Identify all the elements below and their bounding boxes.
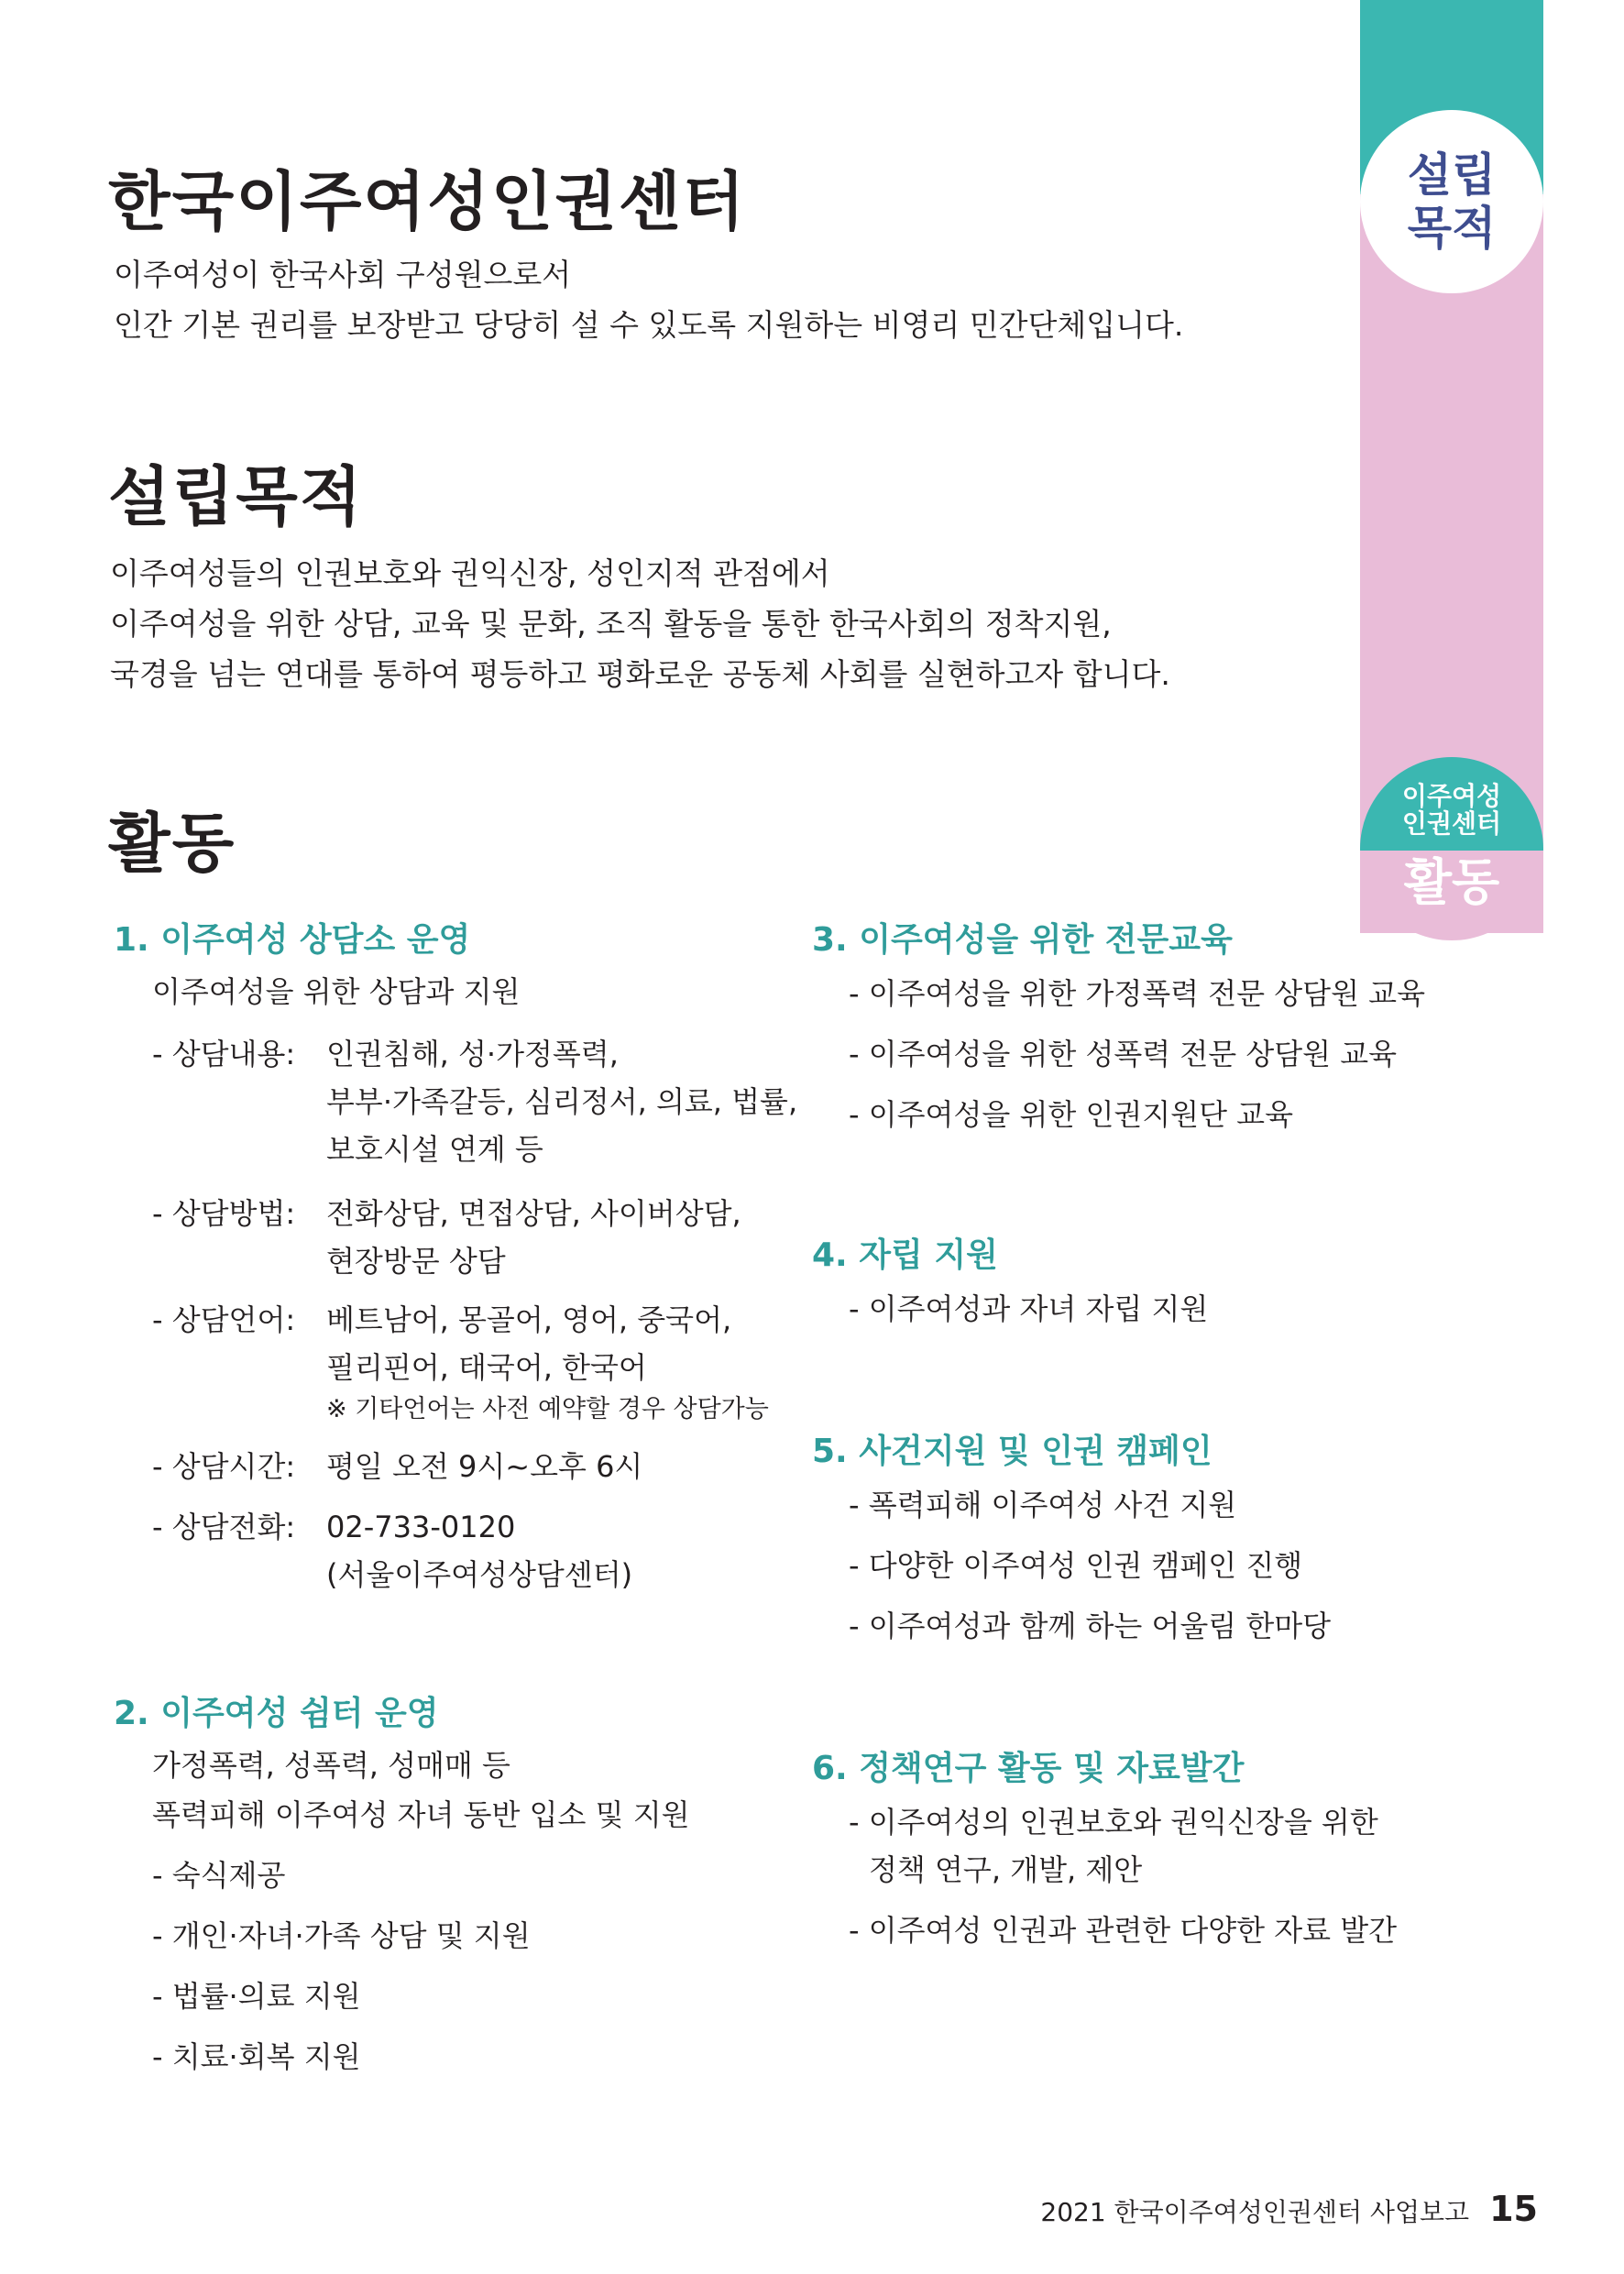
counsel-phone-center: (서울이주여성상담센터) (326, 1557, 633, 1592)
side-tab-big-label: 활동 (1403, 853, 1500, 911)
section-3-item: - 이주여성을 위한 가정폭력 전문 상담원 교육 (849, 976, 1425, 1011)
section-6-title: 6. 정책연구 활동 및 자료발간 (812, 1750, 1245, 1787)
section-5-title: 5. 사건지원 및 인권 캠페인 (812, 1433, 1213, 1470)
counsel-content-value (326, 1030, 797, 1173)
section-3-item: - 이주여성을 위한 성폭력 전문 상담원 교육 (849, 1037, 1398, 1071)
purpose-line-2: 이주여성을 위한 상담, 교육 및 문화, 조직 활동을 통한 한국사회의 정착지원, (110, 606, 1112, 642)
counsel-language-row (152, 1296, 769, 1428)
org-line-2: 인간 기본 권리를 보장받고 당당히 설 수 있도록 지원하는 비영리 민간단체입니다. (114, 307, 1184, 343)
section-4-item: - 이주여성과 자녀 자립 지원 (849, 1291, 1209, 1326)
purpose-line-3: 국경을 넘는 연대를 통하여 평등하고 평화로운 공동체 사회를 실현하고자 합니다. (110, 656, 1170, 692)
org-line-1: 이주여성이 한국사회 구성원으로서 (114, 257, 572, 292)
section-2-intro-line: 폭력피해 이주여성 자녀 동반 입소 및 지원 (152, 1797, 690, 1832)
side-tab-badge-top (1360, 757, 1543, 851)
section-2-item: - 개인·자녀·가족 상담 및 지원 (152, 1918, 531, 1953)
purpose-title: 설립목적 (108, 458, 364, 534)
counsel-language-note: ※ 기타언어는 사전 예약할 경우 상담가능 (326, 1395, 769, 1423)
side-tab-label: 설립 (1407, 148, 1497, 202)
section-5-item: - 다양한 이주여성 인권 캠페인 진행 (849, 1548, 1303, 1583)
section-6-item: - 이주여성 인권과 관련한 다양한 자료 발간 (849, 1913, 1398, 1948)
counsel-hours-value: 평일 오전 9시~오후 6시 (326, 1449, 643, 1484)
side-tab-small-label: 이주여성 (1401, 781, 1502, 811)
counsel-phone-value (326, 1503, 632, 1598)
counsel-language-line: 필리핀어, 태국어, 한국어 (326, 1350, 647, 1385)
side-tab-label: 목적 (1407, 202, 1497, 255)
section-3-title: 3. 이주여성을 위한 전문교육 (812, 921, 1233, 959)
section-2-item: - 숙식제공 (152, 1858, 286, 1893)
section-2-item: - 치료·회복 지원 (152, 2039, 361, 2074)
section-2-item: - 법률·의료 지원 (152, 1979, 361, 2014)
counsel-phone-number: 02-733-0120 (326, 1510, 516, 1544)
section-1-intro: 이주여성을 위한 상담과 지원 (152, 974, 521, 1009)
side-tab-small-label: 인권센터 (1401, 808, 1502, 839)
section-6-item: - 이주여성의 인권보호와 권익신장을 위한 (849, 1805, 1378, 1840)
counsel-method-label: - 상담방법: (152, 1196, 296, 1231)
section-2-intro-line: 가정폭력, 성폭력, 성매매 등 (152, 1748, 510, 1783)
counsel-method-line: 전화상담, 면접상담, 사이버상담, (326, 1196, 741, 1231)
counsel-method-line: 현장방문 상담 (326, 1244, 506, 1279)
counsel-hours-label: - 상담시간: (152, 1449, 296, 1484)
counsel-method-row (152, 1190, 741, 1285)
counsel-content-line: 부부·가족갈등, 심리정서, 의료, 법률, (326, 1084, 798, 1119)
counsel-hours-row (152, 1443, 642, 1490)
page-footer (1040, 2189, 1538, 2229)
purpose-line-1: 이주여성들의 인권보호와 권익신장, 성인지적 관점에서 (110, 555, 830, 591)
counsel-content-label: - 상담내용: (152, 1037, 296, 1071)
section-1-title: 1. 이주여성 상담소 운영 (114, 921, 471, 959)
counsel-content-row (152, 1030, 797, 1173)
counsel-phone-label: - 상담전화: (152, 1510, 296, 1544)
footer-report-title: 2021 한국이주여성인권센터 사업보고 (1040, 2197, 1470, 2227)
org-title: 한국이주여성인권센터 (108, 163, 747, 239)
counsel-phone-row (152, 1503, 632, 1598)
counsel-language-line: 베트남어, 몽골어, 영어, 중국어, (326, 1302, 732, 1337)
section-5-item: - 이주여성과 함께 하는 어울림 한마당 (849, 1609, 1332, 1643)
section-5-item: - 폭력피해 이주여성 사건 지원 (849, 1488, 1237, 1522)
page-number: 15 (1489, 2189, 1538, 2229)
section-4-title: 4. 자립 지원 (812, 1236, 998, 1274)
section-6-item-continued: 정책 연구, 개발, 제안 (869, 1852, 1143, 1887)
section-2-title: 2. 이주여성 쉼터 운영 (114, 1695, 439, 1732)
side-tab-activity-badge (1360, 757, 1543, 940)
counsel-language-label: - 상담언어: (152, 1302, 296, 1337)
section-3-item: - 이주여성을 위한 인권지원단 교육 (849, 1097, 1294, 1132)
counsel-language-value (326, 1296, 769, 1428)
activities-title: 활동 (108, 805, 236, 881)
counsel-content-line: 보호시설 연계 등 (326, 1132, 543, 1167)
counsel-content-line: 인권침해, 성·가정폭력, (326, 1037, 619, 1071)
side-tab-purpose-badge (1360, 110, 1543, 293)
counsel-method-value (326, 1190, 741, 1285)
